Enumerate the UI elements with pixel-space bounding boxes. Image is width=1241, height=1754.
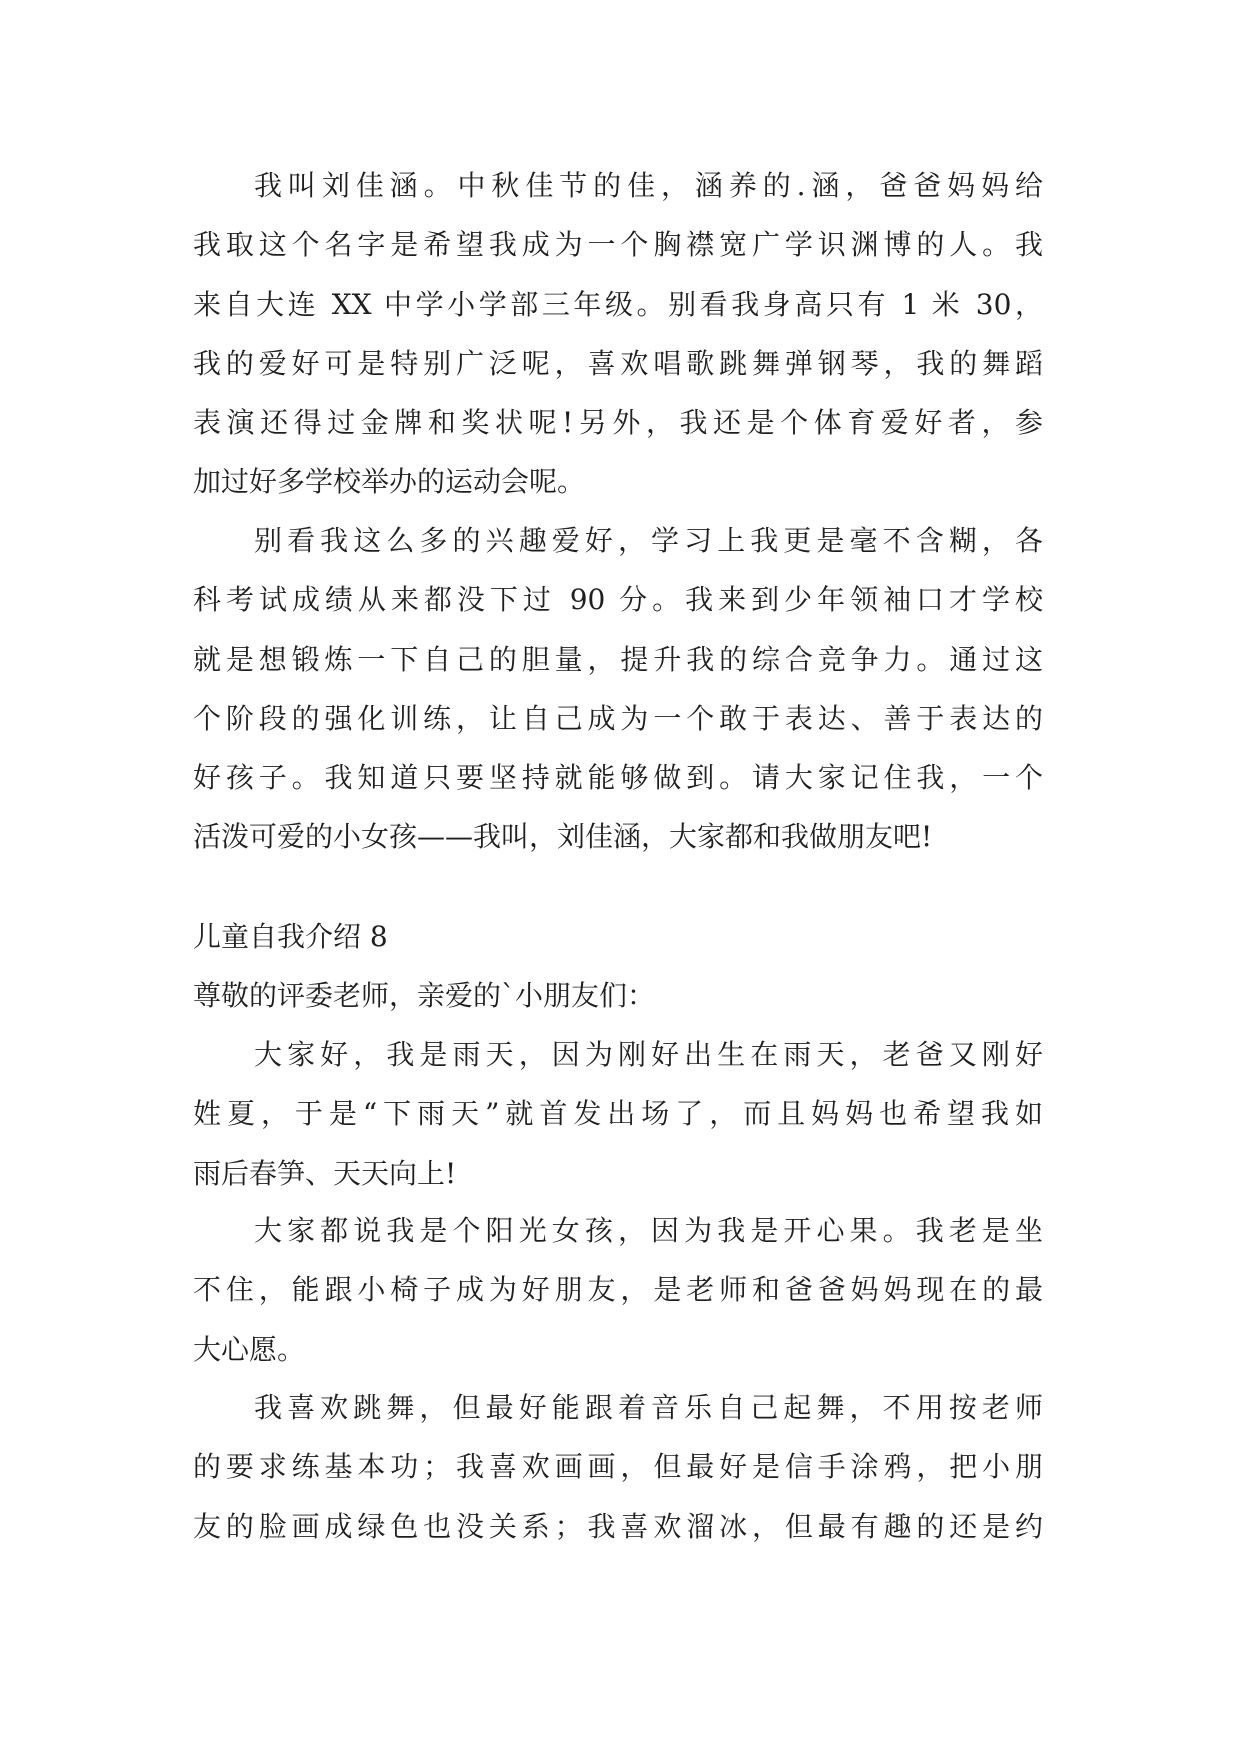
text-line: 别看我这么多的兴趣爱好，学习上我更是毫不含糊，各	[254, 524, 1043, 557]
salutation	[193, 966, 1043, 1025]
paragraph-self-intro-5	[193, 1378, 1043, 1556]
text-line: 活泼可爱的小女孩——我叫，刘佳涵，大家都和我做朋友吧!	[193, 820, 933, 854]
text-line: 好孩子。我知道只要坚持就能够做到。请大家记住我，一个	[193, 761, 1043, 795]
section-heading	[193, 907, 1043, 966]
text-line: 大心愿。	[193, 1332, 306, 1366]
paragraph-self-intro-1	[193, 156, 1043, 512]
text-line: 大家都说我是个阳光女孩，因为我是开心果。我老是坐	[254, 1214, 1043, 1247]
text-line: 我的爱好可是特别广泛呢，喜欢唱歌跳舞弹钢琴，我的舞蹈	[193, 346, 1043, 380]
text-line: 的要求练基本功；我喜欢画画，但最好是信手涂鸦，把小朋	[193, 1450, 1043, 1484]
text-line: 不住，能跟小椅子成为好朋友，是老师和爸爸妈妈现在的最	[193, 1273, 1043, 1307]
paragraph-self-intro-4	[193, 1201, 1043, 1379]
text-line: 姓夏，于是“下雨天”就首发出场了，而且妈妈也希望我如	[193, 1097, 1043, 1131]
text-line: 雨后春笋、天天向上!	[193, 1156, 457, 1190]
text-line: 我取这个名字是希望我成为一个胸襟宽广学识渊博的人。我	[193, 228, 1043, 262]
text-line: 我叫刘佳涵。中秋佳节的佳，涵养的.涵，爸爸妈妈给	[254, 169, 1043, 202]
paragraph-self-intro-3	[193, 1025, 1043, 1203]
heading-text: 儿童自我介绍 8	[193, 920, 388, 953]
text-line: 来自大连 XX 中学小学部三年级。别看我身高只有 1 米 30，	[193, 287, 1043, 321]
text-line: 加过好多学校举办的运动会呢。	[193, 465, 586, 499]
text-line: 就是想锻炼一下自己的胆量，提升我的综合竞争力。通过这	[193, 642, 1043, 676]
salutation-text: 尊敬的评委老师，亲爱的`小朋友们：	[193, 979, 656, 1012]
text-line: 我喜欢跳舞，但最好能跟着音乐自己起舞，不用按老师	[254, 1391, 1043, 1424]
text-line: 个阶段的强化训练，让自己成为一个敢于表达、善于表达的	[193, 701, 1043, 735]
text-line: 友的脸画成绿色也没关系；我喜欢溜冰，但最有趣的还是约	[193, 1509, 1043, 1543]
text-line: 科考试成绩从来都没下过 90 分。我来到少年领袖口才学校	[193, 583, 1043, 617]
text-line: 表演还得过金牌和奖状呢!另外，我还是个体育爱好者，参	[193, 406, 1043, 440]
text-line: 大家好，我是雨天，因为刚好出生在雨天，老爸又刚好	[254, 1038, 1043, 1071]
paragraph-self-intro-2	[193, 511, 1043, 867]
